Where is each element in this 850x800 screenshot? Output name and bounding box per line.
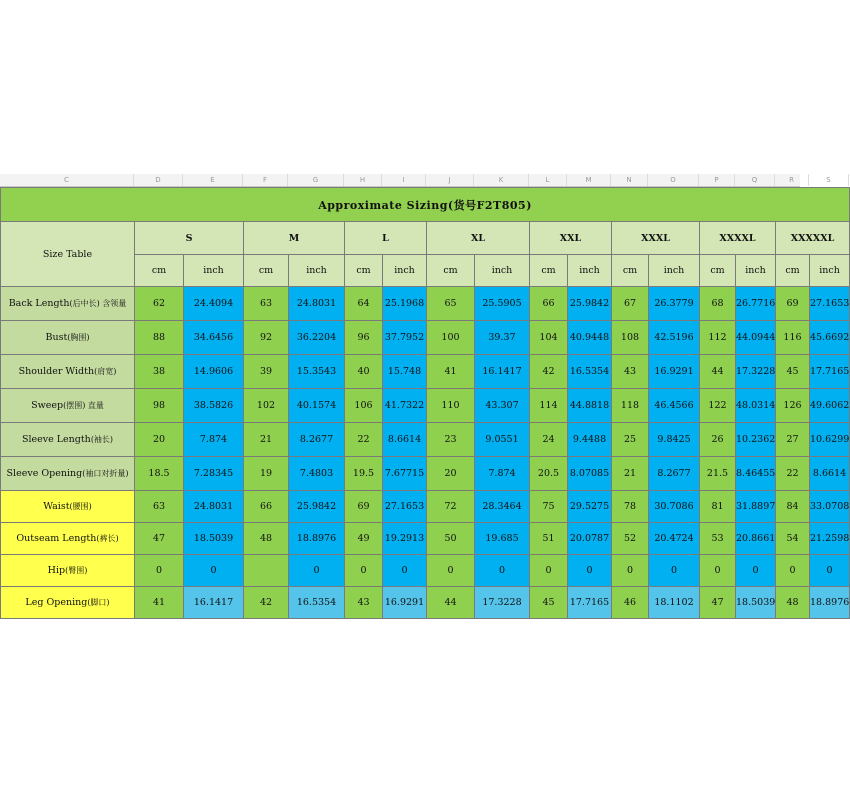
cell-inch[interactable]: 25.9842 <box>289 491 345 523</box>
row-label <box>1 423 135 457</box>
cell-cm[interactable]: 0 <box>776 555 810 587</box>
table-row <box>1 523 850 555</box>
unit-header-cm: cm <box>244 255 289 287</box>
cell-cm[interactable]: 65 <box>427 287 475 321</box>
row-label-en: Shoulder Width <box>18 366 95 377</box>
cell-cm[interactable]: 38 <box>135 355 184 389</box>
cell-cm[interactable]: 66 <box>244 491 289 523</box>
cell-cm[interactable]: 81 <box>700 491 736 523</box>
cell-cm[interactable]: 0 <box>612 555 649 587</box>
cell-inch[interactable]: 16.9291 <box>649 355 700 389</box>
cell-inch[interactable]: 9.8425 <box>649 423 700 457</box>
cell-cm[interactable]: 66 <box>530 287 568 321</box>
unit-header-inch: inch <box>289 255 345 287</box>
cell-inch[interactable]: 20.8661 <box>736 523 776 555</box>
cell-inch[interactable]: 44.0944 <box>736 321 776 355</box>
row-label-en: Sweep <box>31 400 64 411</box>
row-label-en: Outseam Length <box>16 533 97 544</box>
cell-inch[interactable]: 20.0787 <box>568 523 612 555</box>
cell-cm[interactable]: 114 <box>530 389 568 423</box>
cell-inch[interactable]: 17.7165 <box>810 355 850 389</box>
cell-inch[interactable]: 18.8976 <box>289 523 345 555</box>
cell-inch[interactable]: 25.9842 <box>568 287 612 321</box>
cell-cm[interactable]: 39 <box>244 355 289 389</box>
cell-inch[interactable]: 0 <box>184 555 244 587</box>
table-row <box>1 457 850 491</box>
row-label-zh: (摆围) 直量 <box>63 401 104 410</box>
column-letter-l[interactable]: L <box>529 174 567 186</box>
cell-cm[interactable]: 19 <box>244 457 289 491</box>
cell-cm[interactable]: 40 <box>345 355 383 389</box>
cell-inch[interactable]: 40.9448 <box>568 321 612 355</box>
cell-cm[interactable]: 84 <box>776 491 810 523</box>
column-letter-r[interactable]: R <box>775 174 809 186</box>
cell-cm[interactable]: 104 <box>530 321 568 355</box>
cell-cm[interactable]: 20.5 <box>530 457 568 491</box>
column-letter-d[interactable]: D <box>134 174 183 186</box>
size-header-xxxxl: XXXXL <box>700 222 776 255</box>
cell-cm[interactable]: 27 <box>776 423 810 457</box>
cell-inch[interactable]: 17.7165 <box>568 587 612 619</box>
cell-inch[interactable]: 8.6614 <box>810 457 850 491</box>
cell-inch[interactable]: 10.6299 <box>810 423 850 457</box>
row-label <box>1 389 135 423</box>
column-letter-g[interactable]: G <box>288 174 344 186</box>
table-row <box>1 287 850 321</box>
cell-cm[interactable]: 78 <box>612 491 649 523</box>
unit-header-inch: inch <box>568 255 612 287</box>
cell-cm[interactable]: 23 <box>427 423 475 457</box>
row-label-en: Leg Opening <box>25 597 88 608</box>
cell-inch[interactable]: 18.1102 <box>649 587 700 619</box>
unit-header-cm: cm <box>135 255 184 287</box>
cell-inch[interactable]: 17.3228 <box>475 587 530 619</box>
cell-cm[interactable]: 0 <box>700 555 736 587</box>
cell-cm[interactable]: 48 <box>776 587 810 619</box>
cell-inch[interactable]: 26.7716 <box>736 287 776 321</box>
cell-cm[interactable]: 0 <box>135 555 184 587</box>
column-letter-h[interactable]: H <box>344 174 382 186</box>
cell-cm[interactable]: 26 <box>700 423 736 457</box>
cell-inch[interactable]: 9.4488 <box>568 423 612 457</box>
row-label-zh: (袖长) <box>90 435 114 444</box>
cell-inch[interactable]: 0 <box>736 555 776 587</box>
cell-inch[interactable]: 27.1653 <box>810 287 850 321</box>
cell-inch[interactable]: 0 <box>289 555 345 587</box>
cell-inch[interactable]: 0 <box>383 555 427 587</box>
unit-header-cm: cm <box>345 255 383 287</box>
cell-cm[interactable]: 22 <box>776 457 810 491</box>
cell-cm[interactable]: 43 <box>612 355 649 389</box>
unit-header-inch: inch <box>475 255 530 287</box>
cell-cm[interactable]: 72 <box>427 491 475 523</box>
column-letter-i[interactable]: I <box>382 174 426 186</box>
cell-cm[interactable]: 75 <box>530 491 568 523</box>
unit-header-inch: inch <box>736 255 776 287</box>
row-label-en: Hip <box>47 565 66 576</box>
column-letter-s[interactable]: S <box>809 174 849 186</box>
cell-cm[interactable]: 116 <box>776 321 810 355</box>
cell-inch[interactable]: 36.2204 <box>289 321 345 355</box>
cell-cm[interactable]: 48 <box>244 523 289 555</box>
cell-inch[interactable]: 16.1417 <box>475 355 530 389</box>
cell-cm[interactable]: 92 <box>244 321 289 355</box>
cell-inch[interactable]: 41.7322 <box>383 389 427 423</box>
cell-cm[interactable]: 43 <box>345 587 383 619</box>
unit-header-cm: cm <box>700 255 736 287</box>
cell-inch[interactable]: 31.8897 <box>736 491 776 523</box>
cell-inch[interactable]: 18.8976 <box>810 587 850 619</box>
cell-inch[interactable]: 7.4803 <box>289 457 345 491</box>
cell-cm[interactable]: 108 <box>612 321 649 355</box>
cell-cm[interactable]: 0 <box>530 555 568 587</box>
row-label <box>1 321 135 355</box>
unit-header-cm: cm <box>776 255 810 287</box>
unit-header-cm: cm <box>530 255 568 287</box>
cell-inch[interactable]: 24.8031 <box>289 287 345 321</box>
cell-inch[interactable]: 8.07085 <box>568 457 612 491</box>
table-row <box>1 423 850 457</box>
cell-inch[interactable]: 34.6456 <box>184 321 244 355</box>
cell-cm[interactable]: 53 <box>700 523 736 555</box>
cell-cm[interactable]: 118 <box>612 389 649 423</box>
cell-inch[interactable]: 39.37 <box>475 321 530 355</box>
cell-inch[interactable]: 8.46455 <box>736 457 776 491</box>
cell-cm[interactable]: 22 <box>345 423 383 457</box>
table-row <box>1 587 850 619</box>
row-label-zh: (后中长) 含领量 <box>69 299 127 308</box>
cell-cm[interactable]: 52 <box>612 523 649 555</box>
cell-inch[interactable]: 27.1653 <box>383 491 427 523</box>
row-label-zh: (裤长) <box>96 534 119 543</box>
cell-inch[interactable]: 24.8031 <box>184 491 244 523</box>
cell-cm[interactable]: 64 <box>345 287 383 321</box>
cell-inch[interactable]: 0 <box>649 555 700 587</box>
size-header-xxxl: XXXL <box>612 222 700 255</box>
table-title: Approximate Sizing(货号F2T805) <box>1 188 850 222</box>
cell-inch[interactable]: 24.4094 <box>184 287 244 321</box>
cell-cm[interactable]: 0 <box>345 555 383 587</box>
cell-inch[interactable]: 18.5039 <box>184 523 244 555</box>
cell-cm[interactable]: 44 <box>427 587 475 619</box>
cell-cm[interactable]: 88 <box>135 321 184 355</box>
row-label-en: Bust <box>45 332 68 343</box>
cell-inch[interactable]: 16.1417 <box>184 587 244 619</box>
cell-cm[interactable]: 63 <box>135 491 184 523</box>
cell-inch[interactable]: 16.5354 <box>289 587 345 619</box>
cell-cm[interactable]: 21 <box>612 457 649 491</box>
cell-inch[interactable]: 15.3543 <box>289 355 345 389</box>
row-label-zh: (臀围) <box>65 566 88 575</box>
size-chart-table <box>0 187 850 619</box>
cell-cm[interactable]: 50 <box>427 523 475 555</box>
cell-inch[interactable]: 46.4566 <box>649 389 700 423</box>
table-row <box>1 321 850 355</box>
size-header-m: M <box>244 222 345 255</box>
cell-inch[interactable]: 29.5275 <box>568 491 612 523</box>
cell-cm[interactable]: 25 <box>612 423 649 457</box>
cell-cm[interactable]: 18.5 <box>135 457 184 491</box>
cell-cm[interactable]: 49 <box>345 523 383 555</box>
cell-cm[interactable] <box>244 555 289 587</box>
cell-cm[interactable]: 47 <box>700 587 736 619</box>
cell-inch[interactable]: 25.1968 <box>383 287 427 321</box>
row-label <box>1 523 135 555</box>
cell-cm[interactable]: 62 <box>135 287 184 321</box>
unit-header-inch: inch <box>810 255 850 287</box>
unit-header-inch: inch <box>383 255 427 287</box>
cell-inch[interactable]: 16.5354 <box>568 355 612 389</box>
size-table-label: Size Table <box>1 222 135 287</box>
cell-cm[interactable]: 67 <box>612 287 649 321</box>
cell-inch[interactable]: 28.3464 <box>475 491 530 523</box>
cell-inch[interactable]: 16.9291 <box>383 587 427 619</box>
cell-inch[interactable]: 7.874 <box>184 423 244 457</box>
size-header-xxl: XXL <box>530 222 612 255</box>
cell-cm[interactable]: 106 <box>345 389 383 423</box>
row-label <box>1 287 135 321</box>
cell-cm[interactable]: 41 <box>135 587 184 619</box>
cell-cm[interactable]: 20 <box>427 457 475 491</box>
cell-cm[interactable]: 21.5 <box>700 457 736 491</box>
cell-cm[interactable]: 69 <box>776 287 810 321</box>
table-row <box>1 355 850 389</box>
unit-header-inch: inch <box>649 255 700 287</box>
column-letter-k[interactable]: K <box>474 174 529 186</box>
cell-cm[interactable]: 46 <box>612 587 649 619</box>
cell-cm[interactable]: 122 <box>700 389 736 423</box>
cell-inch[interactable]: 7.67715 <box>383 457 427 491</box>
row-label-zh: (胸围) <box>67 333 90 342</box>
cell-inch[interactable]: 10.2362 <box>736 423 776 457</box>
cell-cm[interactable]: 96 <box>345 321 383 355</box>
unit-header-cm: cm <box>427 255 475 287</box>
row-label-en: Sleeve Opening <box>6 468 83 479</box>
cell-cm[interactable]: 102 <box>244 389 289 423</box>
cell-inch[interactable]: 7.874 <box>475 457 530 491</box>
cell-cm[interactable]: 44 <box>700 355 736 389</box>
cell-cm[interactable]: 20 <box>135 423 184 457</box>
cell-cm[interactable]: 112 <box>700 321 736 355</box>
cell-cm[interactable]: 42 <box>244 587 289 619</box>
cell-cm[interactable]: 68 <box>700 287 736 321</box>
cell-cm[interactable]: 51 <box>530 523 568 555</box>
cell-cm[interactable]: 41 <box>427 355 475 389</box>
cell-inch[interactable]: 25.5905 <box>475 287 530 321</box>
cell-inch[interactable]: 0 <box>475 555 530 587</box>
column-letter-c[interactable]: C <box>0 174 134 186</box>
cell-cm[interactable]: 0 <box>427 555 475 587</box>
cell-inch[interactable]: 37.7952 <box>383 321 427 355</box>
column-letter-f[interactable]: F <box>243 174 288 186</box>
size-header-xxxxxl: XXXXXL <box>776 222 850 255</box>
cell-inch[interactable]: 33.0708 <box>810 491 850 523</box>
cell-inch[interactable]: 42.5196 <box>649 321 700 355</box>
cell-inch[interactable]: 18.5039 <box>736 587 776 619</box>
row-label <box>1 587 135 619</box>
column-letter-q[interactable]: Q <box>735 174 775 186</box>
column-letter-p[interactable]: P <box>699 174 735 186</box>
cell-inch[interactable]: 8.2677 <box>649 457 700 491</box>
cell-inch[interactable]: 8.2677 <box>289 423 345 457</box>
row-label <box>1 491 135 523</box>
cell-inch[interactable]: 15.748 <box>383 355 427 389</box>
cell-cm[interactable]: 98 <box>135 389 184 423</box>
cell-cm[interactable]: 42 <box>530 355 568 389</box>
cell-cm[interactable]: 69 <box>345 491 383 523</box>
row-label-zh: (袖口对折量) <box>82 469 129 478</box>
cell-cm[interactable]: 24 <box>530 423 568 457</box>
row-label-en: Sleeve Length <box>21 434 91 445</box>
cell-inch[interactable]: 44.8818 <box>568 389 612 423</box>
column-letter-n[interactable]: N <box>611 174 648 186</box>
cell-inch[interactable]: 8.6614 <box>383 423 427 457</box>
cell-cm[interactable]: 54 <box>776 523 810 555</box>
cell-inch[interactable]: 49.6062 <box>810 389 850 423</box>
cell-inch[interactable]: 20.4724 <box>649 523 700 555</box>
table-row <box>1 491 850 523</box>
row-label-zh: (肩宽) <box>94 367 117 376</box>
row-label-en: Back Length <box>8 298 70 309</box>
cell-cm[interactable]: 19.5 <box>345 457 383 491</box>
cell-inch[interactable]: 0 <box>568 555 612 587</box>
cell-inch[interactable]: 48.0314 <box>736 389 776 423</box>
cell-inch[interactable]: 7.28345 <box>184 457 244 491</box>
cell-inch[interactable]: 40.1574 <box>289 389 345 423</box>
cell-cm[interactable]: 45 <box>776 355 810 389</box>
row-label-en: Waist <box>43 501 70 512</box>
cell-inch[interactable]: 38.5826 <box>184 389 244 423</box>
cell-inch[interactable]: 0 <box>810 555 850 587</box>
size-header-l: L <box>345 222 427 255</box>
row-label <box>1 555 135 587</box>
column-letter-m[interactable]: M <box>567 174 611 186</box>
row-label-zh: (脚口) <box>87 598 110 607</box>
row-label-zh: (腰围) <box>69 502 92 511</box>
cell-inch[interactable]: 21.2598 <box>810 523 850 555</box>
cell-inch[interactable]: 26.3779 <box>649 287 700 321</box>
size-header-s: S <box>135 222 244 255</box>
unit-header-inch: inch <box>184 255 244 287</box>
cell-cm[interactable]: 47 <box>135 523 184 555</box>
column-letter-j[interactable]: J <box>426 174 474 186</box>
cell-cm[interactable]: 126 <box>776 389 810 423</box>
spreadsheet <box>0 174 850 608</box>
cell-inch[interactable]: 19.2913 <box>383 523 427 555</box>
column-letter-e[interactable]: E <box>183 174 243 186</box>
cell-inch[interactable]: 45.6692 <box>810 321 850 355</box>
cell-inch[interactable]: 19.685 <box>475 523 530 555</box>
table-row <box>1 389 850 423</box>
cell-cm[interactable]: 45 <box>530 587 568 619</box>
column-letter-o[interactable]: O <box>648 174 699 186</box>
unit-header-cm: cm <box>612 255 649 287</box>
cell-inch[interactable]: 9.0551 <box>475 423 530 457</box>
cell-cm[interactable]: 21 <box>244 423 289 457</box>
size-header-xl: XL <box>427 222 530 255</box>
cell-inch[interactable]: 30.7086 <box>649 491 700 523</box>
cell-inch[interactable]: 43.307 <box>475 389 530 423</box>
cell-inch[interactable]: 14.9606 <box>184 355 244 389</box>
cell-inch[interactable]: 17.3228 <box>736 355 776 389</box>
row-label <box>1 355 135 389</box>
row-label <box>1 457 135 491</box>
cell-cm[interactable]: 63 <box>244 287 289 321</box>
cell-cm[interactable]: 110 <box>427 389 475 423</box>
column-header-bar <box>0 174 831 187</box>
table-row <box>1 555 850 587</box>
cell-cm[interactable]: 100 <box>427 321 475 355</box>
